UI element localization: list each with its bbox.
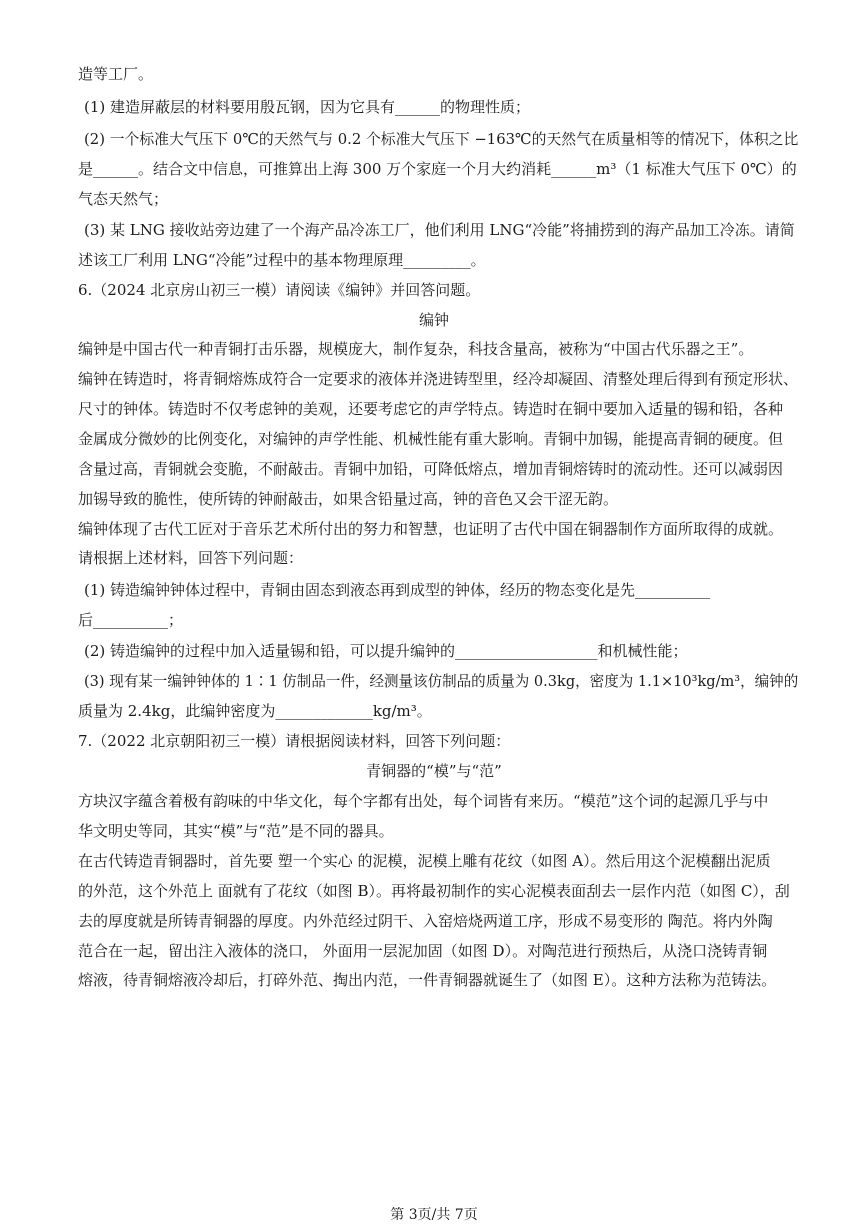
- article-title: 编钟: [418, 311, 449, 329]
- text-line: 气态天然气；: [78, 190, 169, 208]
- paragraph-line: 方块汉字蕴含着极有韵味的中华文化，每个字都有出处，每个词皆有来历。“模范”这个词的起源几乎与中: [78, 792, 769, 810]
- question-6-1: (1) 铸造编钟钟体过程中，青铜由固态到液态再到成型的钟体，经历的物态变化是先__________: [84, 581, 711, 599]
- paragraph-line: 请根据上述材料，回答下列问题：: [78, 549, 304, 567]
- question-6-2: (2) 铸造编钟的过程中加入适量锡和铅，可以提升编钟的___________________和机械性能；: [84, 642, 688, 660]
- question-5-3: (3) 某 LNG 接收站旁边建了一个海产品冷冻工厂，他们利用 LNG“冷能”将捕捞到的海产品加工冷冻。请简: [84, 221, 795, 239]
- question-6-heading: 6.（2024 北京房山初三一模）请阅读《编钟》并回答问题。: [78, 281, 481, 299]
- paragraph-line: 加锡导致的脆性，使所铸的钟耐敲击，如果含铅量过高，钟的音色又会干涩无韵。: [78, 490, 619, 508]
- text-line: 述该工厂利用 LNG“冷能”过程中的基本物理原理_________。: [78, 251, 486, 269]
- paragraph-line: 含量过高，青铜就会变脆，不耐敲击。青铜中加铅，可降低熔点，增加青铜熔铸时的流动性。还可以减弱因: [78, 460, 784, 478]
- text-line: 质量为 2.4kg，此编钟密度为_____________kg/m³。: [78, 702, 432, 720]
- page-number: 第 3页/共 7页: [390, 1207, 478, 1223]
- question-5-1: (1) 建造屏蔽层的材料要用殷瓦钢，因为它具有______的物理性质；: [84, 98, 531, 116]
- paragraph-line: 编钟体现了古代工匠对于音乐艺术所付出的努力和智慧，也证明了古代中国在铜器制作方面所取得的成就。: [78, 520, 784, 538]
- paragraph-line: 金属成分微妙的比例变化，对编钟的声学性能、机械性能有重大影响。青铜中加锡，能提高青铜的硬度。但: [78, 430, 784, 448]
- text-line: 是______。结合文中信息，可推算出上海 300 万个家庭一个月大约消耗______m³（1 标准大气压下 0℃）的: [78, 160, 797, 178]
- question-5-2: (2) 一个标准大气压下 0℃的天然气与 0.2 个标准大气压下 −163℃的天然气在质量相等的情况下，体积之比: [84, 130, 799, 148]
- question-6-3: (3) 现有某一编钟钟体的 1∶1 仿制品一件，经测量该仿制品的质量为 0.3kg，密度为 1.1×10³kg/m³，编钟的: [84, 672, 799, 690]
- paragraph-line: 编钟在铸造时，将青铜熔炼成符合一定要求的液体并浇进铸型里，经冷却凝固、清整处理后得到有预定形状、: [78, 370, 799, 388]
- question-7-heading: 7.（2022 北京朝阳初三一模）请根据阅读材料，回答下列问题：: [78, 732, 511, 750]
- paragraph-line: 尺寸的钟体。铸造时不仅考虑钟的美观，还要考虑它的声学特点。铸造时在铜中要加入适量的锡和铅，各种: [78, 400, 784, 418]
- paragraph-line: 去的厚度就是所铸青铜器的厚度。内外范经过阴干、入窑焙烧两道工序，形成不易变形的 陶范。将内外陶: [78, 912, 773, 930]
- article-title: 青铜器的“模”与“范”: [366, 762, 502, 780]
- paragraph-line: 华文明史等同，其实“模”与“范”是不同的器具。: [78, 822, 394, 840]
- paragraph-line: 熔液，待青铜熔液冷却后，打碎外范、掏出内范，一件青铜器就诞生了（如图 E）。这种方法称为范铸法。: [78, 971, 777, 989]
- paragraph-line: 的外范，这个外范上 面就有了花纹（如图 B）。再将最初制作的实心泥模表面刮去一层作内范（如图 C），刮: [78, 882, 790, 900]
- paragraph-line: 编钟是中国古代一种青铜打击乐器，规模庞大，制作复杂，科技含量高，被称为“中国古代乐器之王”。: [78, 340, 754, 358]
- text-line: 造等工厂。: [78, 65, 154, 83]
- paragraph-line: 在古代铸造青铜器时，首先要 塑一个实心 的泥模，泥模上雕有花纹（如图 A）。然后用这个泥模翻出泥质: [78, 852, 771, 870]
- paragraph-line: 范合在一起，留出注入液体的浇口， 外面用一层泥加固（如图 D）。对陶范进行预热后，从浇口浇铸青铜: [78, 942, 768, 960]
- text-line: 后__________；: [78, 611, 184, 629]
